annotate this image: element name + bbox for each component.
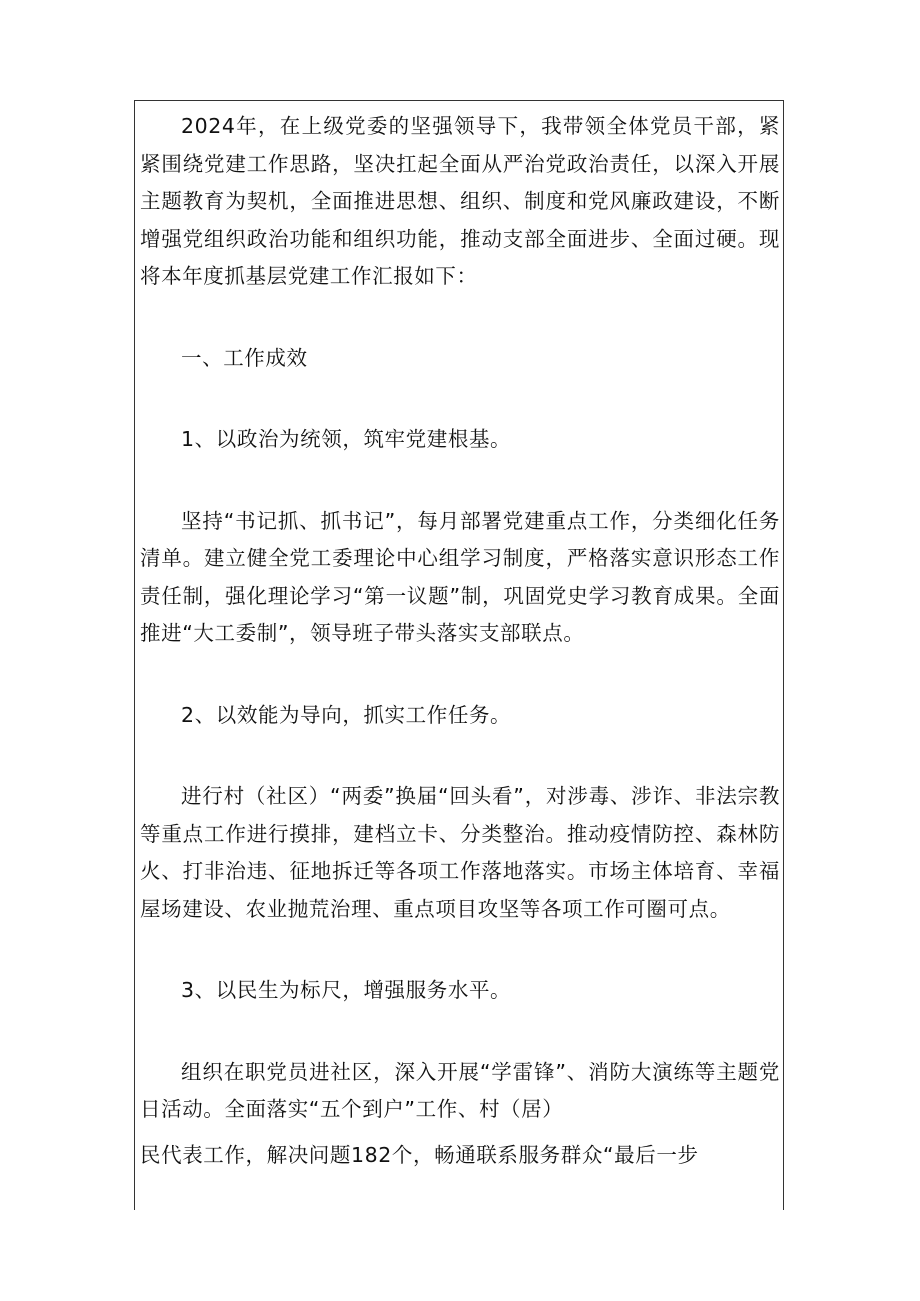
intro-paragraph: 2024年，在上级党委的坚强领导下，我带领全体党员干部，紧紧围绕党建工作思路，坚决扛起全面从严治党政治责任，以深入开展主题教育为契机，全面推进思想、组织、制度和党风廉政建设，不断增强党组织政治功能和组织功能，推动支部全面进步、全面过硬。现将本年度抓基层党建工作汇报如下： xyxy=(140,114,780,288)
spacer xyxy=(140,653,780,697)
spacer xyxy=(140,734,780,778)
spacer xyxy=(140,377,780,421)
item-2-body: 进行村（社区）“两委”换届“回头看”，对涉毒、涉诈、非法宗教等重点工作进行摸排，建档立卡、分类整治。推动疫情防控、森林防火、打非治违、征地拆迁等各项工作落地落实。市场主体培育、幸福屋场建设、农业抛荒治理、重点项目攻坚等各项工作可圈可点。 xyxy=(140,784,780,921)
item-3-title: 3、以民生为标尺，增强服务水平。 xyxy=(181,978,512,1002)
item-1-title: 1、以政治为统领，筑牢党建根基。 xyxy=(181,427,512,451)
document-body xyxy=(140,108,780,1174)
item-1-body: 坚持“书记抓、抓书记”，每月部署党建重点工作，分类细化任务清单。建立健全党工委理论中心组学习制度，严格落实意识形态工作责任制，强化理论学习“第一议题”制，巩固党史学习教育成果。全面推进“大工委制”，领导班子带头落实支部联点。 xyxy=(140,508,780,645)
spacer xyxy=(140,928,780,972)
item-3-body: 组织在职党员进社区，深入开展“学雷锋”、消防大演练等主题党日活动。全面落实“五个到户”工作、村（居） xyxy=(140,1059,780,1121)
spacer xyxy=(140,296,780,340)
spacer xyxy=(140,459,780,503)
section-heading-achievements: 一、工作成效 xyxy=(181,345,308,370)
spacer xyxy=(140,1010,780,1054)
item-3-body-continued: 民代表工作，解决问题182个，畅通联系服务群众“最后一步 xyxy=(140,1142,699,1167)
item-2-title: 2、以效能为导向，抓实工作任务。 xyxy=(181,702,512,727)
